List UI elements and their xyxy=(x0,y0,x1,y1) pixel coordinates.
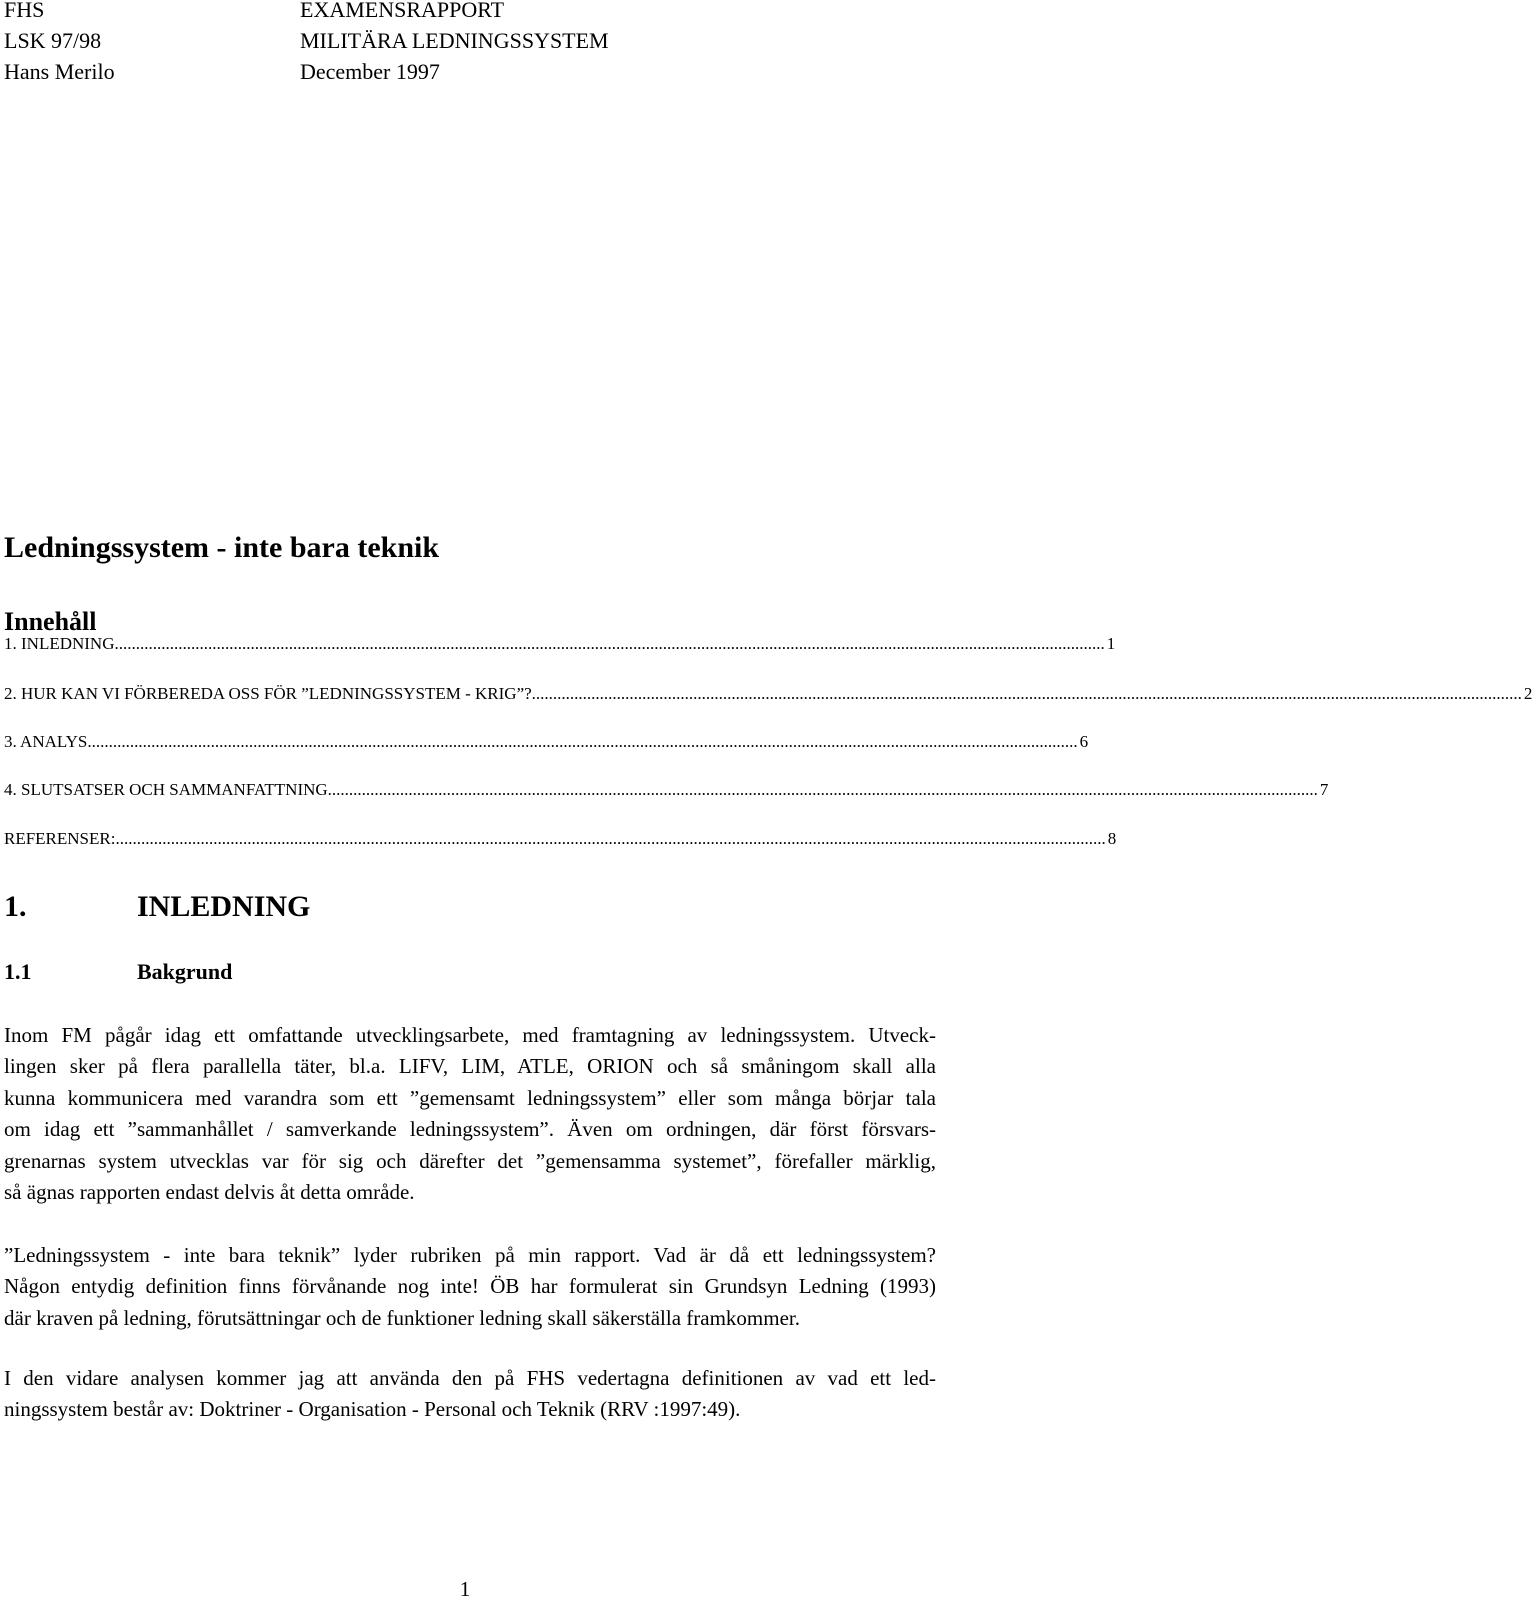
toc-entry-label: REFERENSER: xyxy=(4,829,116,848)
toc-entry-page: 6 xyxy=(1079,732,1089,751)
toc-entry-page: 2 xyxy=(1523,684,1532,703)
document-title: Ledningssystem - inte bara teknik xyxy=(4,531,440,564)
toc-entry-label: 3. ANALYS xyxy=(4,732,88,751)
header-author: Hans Merilo xyxy=(4,59,115,84)
paragraph-line: lingen sker på flera parallella täter, bl.a. LIFV, LIM, ATLE, ORION och så småningom skall alla xyxy=(4,1054,936,1079)
section-title: INLEDNING xyxy=(137,890,311,923)
subsection-title: Bakgrund xyxy=(137,959,233,984)
toc-entry-label: 4. SLUTSATSER OCH SAMMANFATTNING xyxy=(4,780,328,799)
toc-leader-dots: ......................................................................................................................................................................................................................................... xyxy=(87,732,1078,751)
subsection-number: 1.1 xyxy=(4,959,32,984)
toc-entry[interactable] xyxy=(4,778,1329,802)
header-subject: MILITÄRA LEDNINGSSYSTEM xyxy=(300,28,609,53)
toc-heading: Innehåll xyxy=(4,607,97,636)
toc-entry-page: 8 xyxy=(1107,829,1117,848)
toc-leader-dots: ......................................................................................................................................................................................................................................... xyxy=(531,684,1522,703)
paragraph-line: kunna kommunicera med varandra som ett ”gemensamt ledningssystem” eller som många börjar tala xyxy=(4,1085,936,1110)
page-number: 1 xyxy=(459,1577,471,1601)
paragraph-line: ningssystem består av: Doktriner - Organisation - Personal och Teknik (RRV :1997:49). xyxy=(4,1397,741,1422)
body-paragraph xyxy=(4,1020,936,1208)
section-number: 1. xyxy=(4,890,27,923)
header-report-type: EXAMENSRAPPORT xyxy=(300,0,505,22)
toc-entry-page: 7 xyxy=(1319,780,1329,799)
paragraph-line: ”Ledningssystem - inte bara teknik” lyder rubriken på min rapport. Vad är då ett ledningssystem? xyxy=(4,1243,936,1267)
toc-entry[interactable] xyxy=(4,632,1116,656)
header-row-3 xyxy=(4,58,944,86)
header-row-1 xyxy=(4,0,944,24)
toc-entry[interactable] xyxy=(4,827,1117,851)
paragraph-line: Inom FM pågår idag ett omfattande utvecklingsarbete, med framtagning av ledningssystem. Utveck- xyxy=(4,1023,936,1047)
toc-leader-dots: ......................................................................................................................................................................................................................................... xyxy=(327,780,1318,799)
paragraph-line: där kraven på ledning, förutsättningar och de funktioner ledning skall säkerställa framkommer. xyxy=(4,1305,801,1330)
toc-entry-label: 2. HUR KAN VI FÖRBEREDA OSS FÖR ”LEDNINGSSYSTEM - KRIG”? xyxy=(4,684,532,703)
toc-entry[interactable] xyxy=(4,682,1532,706)
header-course: LSK 97/98 xyxy=(4,28,102,53)
toc-entry[interactable] xyxy=(4,730,1089,754)
toc-leader-dots: ......................................................................................................................................................................................................................................... xyxy=(115,829,1106,848)
header-date: December 1997 xyxy=(300,59,440,84)
paragraph-line: så ägnas rapporten endast delvis åt detta område. xyxy=(4,1180,415,1205)
toc-entry-page: 1 xyxy=(1106,634,1116,653)
paragraph-line: om idag ett ”sammanhållet / samverkande ledningssystem”. Även om ordningen, där först försvars- xyxy=(4,1117,936,1142)
body-paragraph xyxy=(4,1363,936,1426)
toc-leader-dots: ......................................................................................................................................................................................................................................... xyxy=(114,634,1105,653)
paragraph-line: grenarnas system utvecklas var för sig och därefter det ”gemensamma systemet”, förefaller märklig, xyxy=(4,1148,936,1173)
toc-entry-label: 1. INLEDNING xyxy=(4,634,115,653)
paragraph-line: Någon entydig definition finns förvånande nog inte! ÖB har formulerat sin Grundsyn Ledning (1993) xyxy=(4,1274,936,1299)
paragraph-line: I den vidare analysen kommer jag att använda den på FHS vedertagna definitionen av vad ett led- xyxy=(4,1366,936,1390)
header-institution: FHS xyxy=(4,0,45,22)
header-row-2 xyxy=(4,27,944,55)
body-paragraph xyxy=(4,1240,936,1334)
